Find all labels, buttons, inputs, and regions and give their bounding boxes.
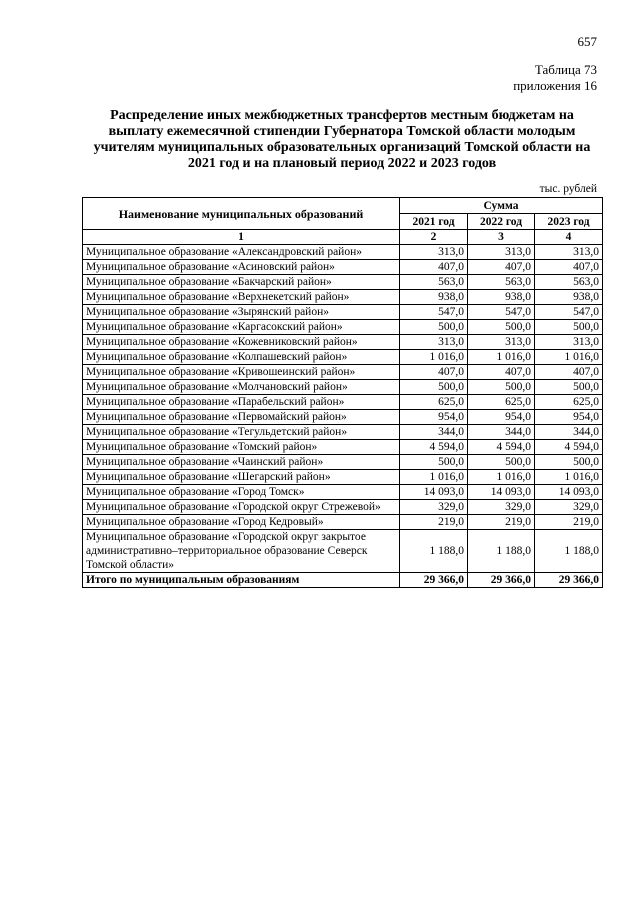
amount-cell: 563,0 xyxy=(400,275,468,290)
table-row xyxy=(83,305,603,320)
municipality-name: Муниципальное образование «Бакчарский район» xyxy=(83,275,400,290)
amount-cell: 313,0 xyxy=(400,245,468,260)
header-sum: Сумма xyxy=(400,198,603,214)
table-row xyxy=(83,530,603,573)
amount-cell: 344,0 xyxy=(468,425,535,440)
amount-cell: 344,0 xyxy=(535,425,603,440)
table-reference xyxy=(513,62,597,94)
page-number: 657 xyxy=(577,34,597,49)
amount-cell: 1 016,0 xyxy=(400,470,468,485)
amount-cell: 1 016,0 xyxy=(468,470,535,485)
table-row xyxy=(83,410,603,425)
amount-cell: 407,0 xyxy=(468,260,535,275)
amount-cell: 625,0 xyxy=(535,395,603,410)
municipality-name: Муниципальное образование «Молчановский район» xyxy=(83,380,400,395)
amount-cell: 500,0 xyxy=(535,380,603,395)
amount-cell: 313,0 xyxy=(468,245,535,260)
municipality-name: Муниципальное образование «Город Кедровый» xyxy=(83,515,400,530)
municipality-name: Муниципальное образование «Парабельский район» xyxy=(83,395,400,410)
amount-cell: 500,0 xyxy=(468,455,535,470)
total-label: Итого по муниципальным образованиям xyxy=(83,573,400,588)
amount-cell: 954,0 xyxy=(535,410,603,425)
amount-cell: 500,0 xyxy=(535,455,603,470)
amount-cell: 14 093,0 xyxy=(468,485,535,500)
table-row xyxy=(83,515,603,530)
table-row xyxy=(83,395,603,410)
amount-cell: 313,0 xyxy=(535,335,603,350)
header-year-2023: 2023 год xyxy=(535,214,603,230)
amount-cell: 1 188,0 xyxy=(400,530,468,573)
amount-cell: 329,0 xyxy=(535,500,603,515)
amount-cell: 4 594,0 xyxy=(535,440,603,455)
municipality-name: Муниципальное образование «Александровский район» xyxy=(83,245,400,260)
amount-cell: 313,0 xyxy=(535,245,603,260)
table-row xyxy=(83,365,603,380)
municipality-name: Муниципальное образование «Каргасокский район» xyxy=(83,320,400,335)
amount-cell: 500,0 xyxy=(468,380,535,395)
table-row xyxy=(83,440,603,455)
amount-cell: 500,0 xyxy=(400,320,468,335)
header-name: Наименование муниципальных образований xyxy=(83,198,400,230)
column-number: 4 xyxy=(535,230,603,245)
municipality-name: Муниципальное образование «Город Томск» xyxy=(83,485,400,500)
amount-cell: 547,0 xyxy=(468,305,535,320)
table-row xyxy=(83,245,603,260)
table-row xyxy=(83,260,603,275)
column-number: 2 xyxy=(400,230,468,245)
table-row xyxy=(83,275,603,290)
amount-cell: 407,0 xyxy=(400,365,468,380)
table-row xyxy=(83,380,603,395)
municipality-name: Муниципальное образование «Колпашевский район» xyxy=(83,350,400,365)
amount-cell: 219,0 xyxy=(400,515,468,530)
document-title: Распределение иных межбюджетных трансфертов местным бюджетам на выплату ежемесячной стипендии Губернатора Томской области молодым учителям муниципальных образовательных организаций Томской области на 2021 год и на плановый период 2022 и 2023 годов xyxy=(93,108,591,171)
amount-cell: 1 188,0 xyxy=(468,530,535,573)
table-row xyxy=(83,470,603,485)
municipality-name: Муниципальное образование «Чаинский район» xyxy=(83,455,400,470)
amount-cell: 500,0 xyxy=(535,320,603,335)
table-row xyxy=(83,350,603,365)
amount-cell: 625,0 xyxy=(400,395,468,410)
amount-cell: 954,0 xyxy=(400,410,468,425)
total-amount: 29 366,0 xyxy=(400,573,468,588)
amount-cell: 500,0 xyxy=(400,380,468,395)
municipality-name: Муниципальное образование «Шегарский район» xyxy=(83,470,400,485)
municipality-name: Муниципальное образование «Зырянский район» xyxy=(83,305,400,320)
total-row xyxy=(83,573,603,588)
amount-cell: 14 093,0 xyxy=(400,485,468,500)
total-amount: 29 366,0 xyxy=(535,573,603,588)
amount-cell: 407,0 xyxy=(468,365,535,380)
amount-cell: 219,0 xyxy=(535,515,603,530)
amount-cell: 625,0 xyxy=(468,395,535,410)
amount-cell: 938,0 xyxy=(468,290,535,305)
amount-cell: 4 594,0 xyxy=(468,440,535,455)
amount-cell: 344,0 xyxy=(400,425,468,440)
amount-cell: 329,0 xyxy=(468,500,535,515)
column-number: 3 xyxy=(468,230,535,245)
table-ref-line2: приложения 16 xyxy=(513,78,597,93)
amount-cell: 219,0 xyxy=(468,515,535,530)
municipality-name: Муниципальное образование «Кожевниковский район» xyxy=(83,335,400,350)
amount-cell: 14 093,0 xyxy=(535,485,603,500)
total-amount: 29 366,0 xyxy=(468,573,535,588)
municipality-name: Муниципальное образование «Городской округ закрытое административно–территориальное образование Северск Томской области» xyxy=(83,530,400,573)
amount-cell: 407,0 xyxy=(535,260,603,275)
amount-cell: 547,0 xyxy=(400,305,468,320)
table-row xyxy=(83,290,603,305)
municipality-name: Муниципальное образование «Городской округ Стрежевой» xyxy=(83,500,400,515)
amount-cell: 1 016,0 xyxy=(468,350,535,365)
municipality-name: Муниципальное образование «Первомайский район» xyxy=(83,410,400,425)
table-row xyxy=(83,455,603,470)
municipality-name: Муниципальное образование «Кривошеинский район» xyxy=(83,365,400,380)
header-year-2022: 2022 год xyxy=(468,214,535,230)
amount-cell: 1 016,0 xyxy=(400,350,468,365)
table-row xyxy=(83,320,603,335)
amount-cell: 954,0 xyxy=(468,410,535,425)
amount-cell: 563,0 xyxy=(468,275,535,290)
amount-cell: 547,0 xyxy=(535,305,603,320)
table-row xyxy=(83,485,603,500)
amount-cell: 938,0 xyxy=(535,290,603,305)
table-row xyxy=(83,335,603,350)
units-label: тыс. рублей xyxy=(539,183,597,195)
municipality-name: Муниципальное образование «Асиновский район» xyxy=(83,260,400,275)
table-ref-line1: Таблица 73 xyxy=(534,62,597,77)
amount-cell: 329,0 xyxy=(400,500,468,515)
header-year-2021: 2021 год xyxy=(400,214,468,230)
transfers-table xyxy=(82,197,603,588)
amount-cell: 313,0 xyxy=(468,335,535,350)
amount-cell: 563,0 xyxy=(535,275,603,290)
amount-cell: 1 016,0 xyxy=(535,470,603,485)
municipality-name: Муниципальное образование «Томский район» xyxy=(83,440,400,455)
amount-cell: 4 594,0 xyxy=(400,440,468,455)
amount-cell: 407,0 xyxy=(400,260,468,275)
table-row xyxy=(83,500,603,515)
amount-cell: 1 016,0 xyxy=(535,350,603,365)
table-body xyxy=(83,245,603,588)
municipality-name: Муниципальное образование «Верхнекетский район» xyxy=(83,290,400,305)
table-row xyxy=(83,425,603,440)
amount-cell: 938,0 xyxy=(400,290,468,305)
amount-cell: 500,0 xyxy=(468,320,535,335)
amount-cell: 407,0 xyxy=(535,365,603,380)
amount-cell: 313,0 xyxy=(400,335,468,350)
column-number: 1 xyxy=(83,230,400,245)
amount-cell: 1 188,0 xyxy=(535,530,603,573)
municipality-name: Муниципальное образование «Тегульдетский район» xyxy=(83,425,400,440)
amount-cell: 500,0 xyxy=(400,455,468,470)
